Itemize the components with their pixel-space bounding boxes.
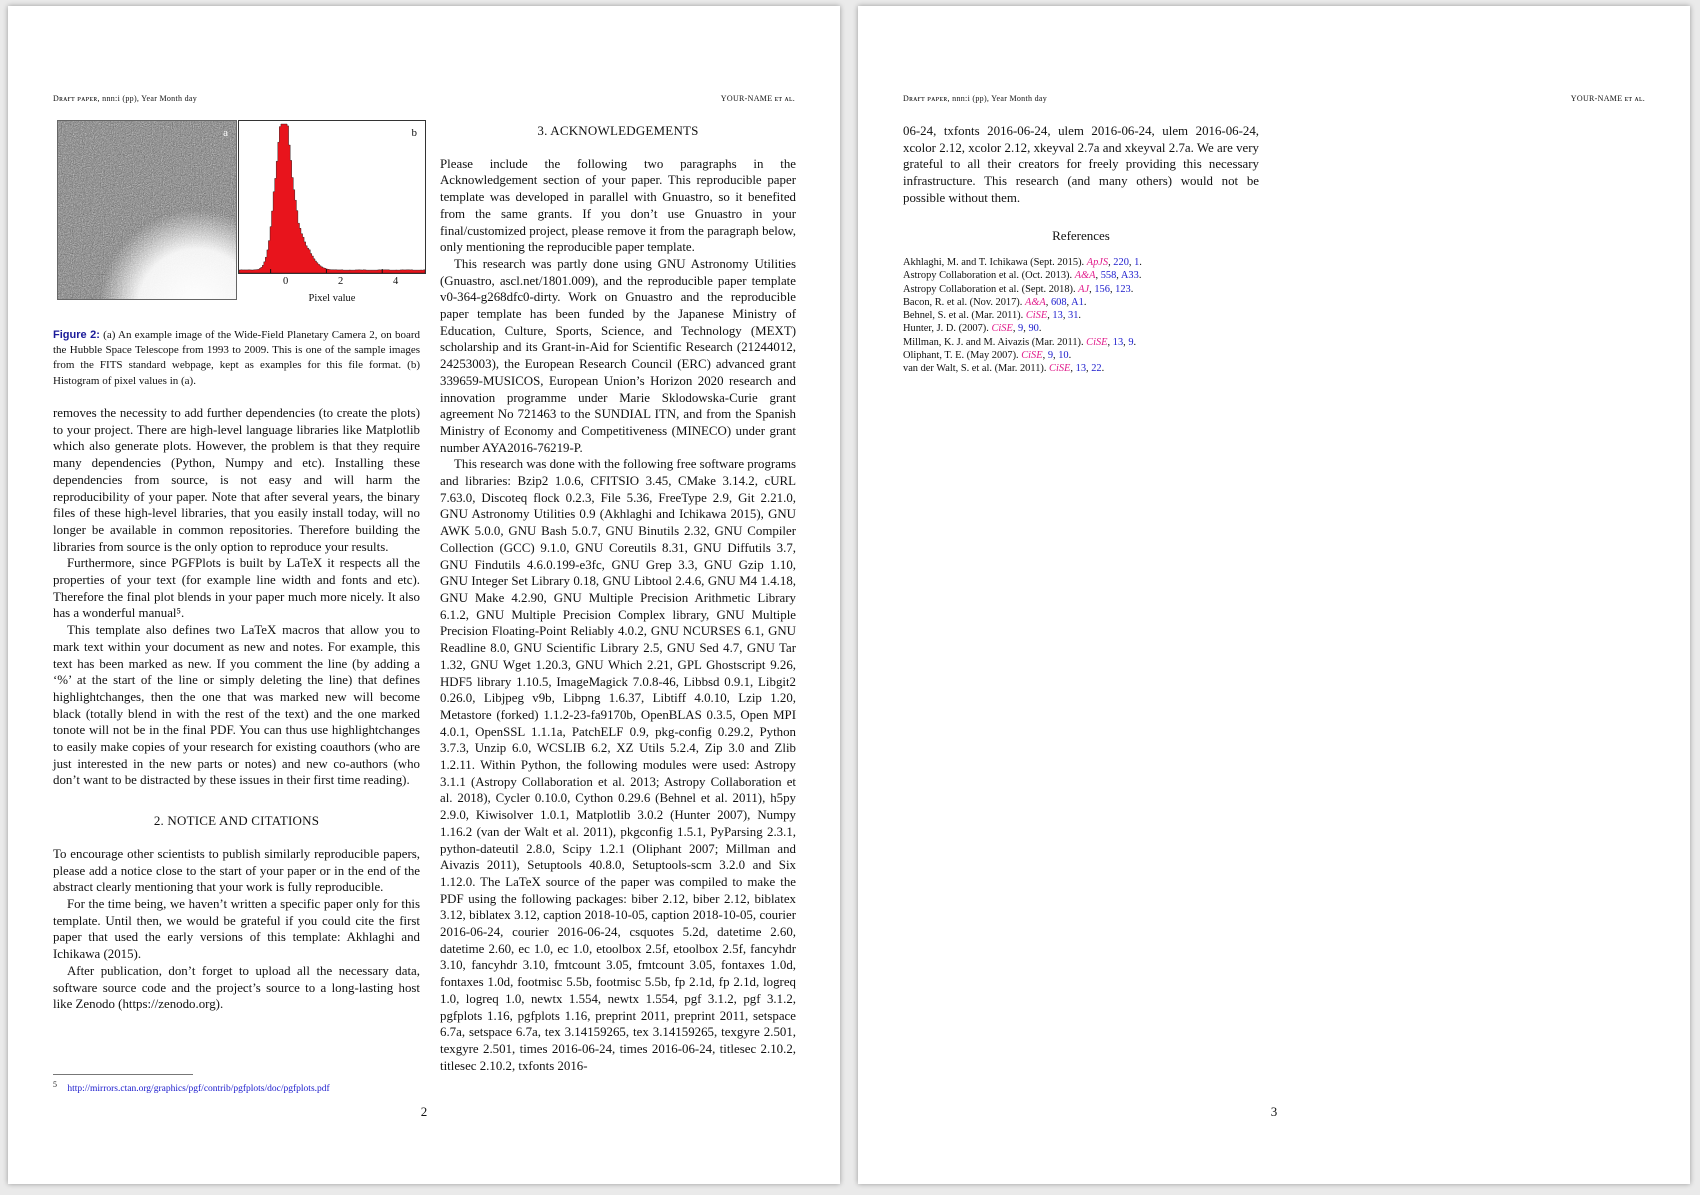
continued-text: 06-24, txfonts 2016-06-24, ulem 2016-06-24, ulem 2016-06-24, xcolor 2.12, xcolor 2.12, xkeyval 2.7a and xkeyval 2.7a. We are very grateful to all their creators for freely providing this necessary infrastructure. This research (and many others) would not be possible without them. (903, 124, 1259, 205)
histogram-plot (239, 121, 425, 273)
reference-journal[interactable]: CiSE (1049, 363, 1071, 375)
continued-column (903, 123, 1259, 207)
reference-page[interactable]: 90 (1028, 323, 1039, 335)
page-3 (858, 6, 1690, 1184)
reference-journal[interactable]: A&A (1024, 296, 1046, 308)
reference-journal[interactable]: AJ (1078, 283, 1090, 295)
reference-volume[interactable]: 558 (1100, 270, 1117, 282)
reference-page[interactable]: 9 (1128, 336, 1134, 348)
wfpc2-image (58, 121, 236, 299)
reference-item: Bacon, R. et al. (Nov. 2017). A&A, 608, A1. (903, 296, 1087, 308)
histogram-bars (239, 124, 425, 273)
reference-page[interactable]: 22 (1091, 363, 1102, 375)
tick-2: 2 (338, 276, 344, 287)
reference-page[interactable]: 123 (1115, 283, 1131, 295)
reference-item: Astropy Collaboration et al. (Sept. 2018). AJ, 156, 123. (903, 283, 1134, 295)
section-2-paragraph: For the time being, we haven’t written a specific paper only for this template. Until then, we would be grateful if you could cite the first paper that used the early versions of this template: Akhlaghi and Ichikawa (2015). (53, 896, 420, 962)
caption-label: Figure 2: (53, 329, 100, 341)
reference-volume[interactable]: 13 (1112, 336, 1124, 348)
reference-page[interactable]: 31 (1068, 310, 1079, 322)
footnote (53, 1080, 330, 1094)
reference-item: Millman, K. J. and M. Aivazis (Mar. 2011). CiSE, 13, 9. (903, 336, 1137, 348)
reference-authors: Hunter, J. D. (2007). (903, 323, 992, 335)
reference-journal[interactable]: CiSE (1025, 310, 1048, 322)
reference-item: Astropy Collaboration et al. (Oct. 2013). A&A, 558, A33. (903, 270, 1142, 282)
section-2-paragraph: To encourage other scientists to publish similarly reproducible papers, please add a notice close to the start of your paper or in the end of the abstract clearly mentioning that your work is fully reproducible. (53, 846, 420, 895)
running-head-right: YOUR-NAME ᴇᴛ ᴀʟ. (720, 94, 795, 103)
panel-a-label: a (223, 127, 228, 139)
page-number: 3 (1270, 1104, 1278, 1119)
footnote-rule (53, 1074, 193, 1075)
ack-paragraph: This research was partly done using GNU Astronomy Utilities (Gnuastro, ascl.net/1801.009), and the reproducible paper template v0-364-g268dfc0-dirty. Work on Gnuastro and the reproducible paper template has been funded by the Japanese Ministry of Education, Culture, Sports, Science, and Technology (MEXT) scholarship and its Grant-in-Aid for Scientific Research (21244012, 24253003), the European Research Council (ERC) advanced grant 339659-MUSICOS, European Union’s Horizon 2020 research and innovation programme under Marie Sklodowska-Curie grant agreement No 721463 to the SUNDIAL ITN, and from the Spanish Ministry of Economy and Competitiveness (MINECO) under grant number AYA2016-76219-P. (440, 256, 796, 455)
reference-page[interactable]: A1 (1071, 296, 1084, 308)
reference-journal[interactable]: ApJS (1086, 257, 1109, 268)
hist-x-ticks (238, 276, 426, 290)
reference-authors: Oliphant, T. E. (May 2007). (903, 350, 1022, 362)
reference-item: Oliphant, T. E. (May 2007). CiSE, 9, 10. (903, 350, 1072, 362)
reference-authors: Astropy Collaboration et al. (Sept. 2018). (903, 283, 1079, 295)
reference-item: Behnel, S. et al. (Mar. 2011). CiSE, 13, 31. (903, 310, 1082, 322)
reference-page[interactable]: A33 (1120, 270, 1139, 282)
reference-journal[interactable]: A&A (1074, 270, 1096, 282)
reference-volume[interactable]: 9 (1047, 350, 1054, 362)
running-head-left: Dʀᴀғᴛ ᴘᴀᴘᴇʀ, nnn:i (pp), Year Month day (903, 94, 1048, 103)
section-3-title: 3. ACKNOWLEDGEMENTS (537, 123, 699, 138)
running-head-right: YOUR-NAME ᴇᴛ ᴀʟ. (1570, 94, 1645, 103)
reference-authors: van der Walt, S. et al. (Mar. 2011). (903, 363, 1050, 375)
caption-text: (a) An example image of the Wide-Field Planetary Camera 2, on board the Hubble Space Telescope from 1993 to 2009. This is one of the sample images from the FITS standard webpage, kept as examples for this file format. (b) Histogram of pixel values in (a). (53, 329, 421, 387)
reference-authors: Bacon, R. et al. (Nov. 2017). (903, 296, 1025, 308)
reference-journal[interactable]: CiSE (991, 323, 1013, 335)
right-column (440, 123, 796, 1074)
panel-b-label: b (411, 127, 417, 139)
references-title: References (1052, 228, 1110, 243)
tick-0: 0 (283, 276, 289, 287)
footnote-number: 5 (53, 1080, 57, 1089)
reference-authors: Millman, K. J. and M. Aivazis (Mar. 2011). (903, 336, 1087, 348)
footnote-link[interactable]: http://mirrors.ctan.org/graphics/pgf/contrib/pgfplots/doc/pgfplots.pdf (67, 1084, 330, 1095)
figure-2a-image (57, 120, 237, 300)
section-2-paragraph: After publication, don’t forget to upload all the necessary data, software source code and the project’s source to a long-lasting host like Zenodo (https://zenodo.org). (53, 963, 420, 1012)
reference-item: Akhlaghi, M. and T. Ichikawa (Sept. 2015). ApJS, 220, 1. (903, 257, 1142, 268)
figure-2b-histogram (238, 120, 426, 274)
ack-paragraph: This research was done with the following free software programs and libraries: Bzip2 1.0.6, CFITSIO 3.45, CMake 3.14.2, cURL 7.63.0, Discoteq flock 0.2.3, File 5.36, FreeType 2.9, Git 2.21.0, GNU Astronomy Utilities 0.9 (Akhlaghi and Ichikawa 2015), GNU AWK 5.0.0, GNU Bash 5.0.7, GNU Binutils 2.32, GNU Compiler Collection (GCC) 9.1.0, GNU Coreutils 8.31, GNU Diffutils 3.7, GNU Findutils 4.6.0.199-e3fc, GNU Grep 3.3, GNU Gzip 1.10, GNU Integer Set Library 0.18, GNU Libtool 2.4.6, GNU M4 1.4.18, GNU Make 4.2.90, GNU Multiple Precision Arithmetic Library 6.1.2, GNU Multiple Precision Complex library, GNU Multiple Precision Floating-Point Reliably 4.0.2, GNU NCURSES 6.1, GNU Readline 8.0, GNU Scientific Library 2.5, GNU Sed 4.7, GNU Tar 1.32, GNU Wget 1.20.3, GNU Which 2.21, GPL Ghostscript 9.26, HDF5 library 1.10.5, ImageMagick 7.0.8-46, Libbsd 0.9.1, Libgit2 0.26.0, Libjpeg v9b, Libpng 1.6.37, Libtiff 4.0.10, Lzip 1.20, Metastore (forked) 1.1.2-23-fa9170b, OpenBLAS 0.3.5, Open MPI 4.0.1, OpenSSL 1.1.1a, PatchELF 0.9, pkg-config 0.29.2, Python 3.7.3, Unzip 6.0, WCSLIB 6.2, XZ Utils 5.2.4, Zip 3.0 and Zlib 1.2.11. Within Python, the following modules were used: Astropy 3.1.1 (Astropy Collaboration et al. 2013; Astropy Collaboration et al. 2018), Cycler 0.10.0, Cython 0.29.6 (Behnel et al. 2011), h5py 2.9.0, Kiwisolver 1.0.1, Matplotlib 3.0.2 (Hunter 2007), Numpy 1.16.2 (van der Walt et al. 2011), pkgconfig 1.5.1, PyParsing 2.3.1, python-dateutil 2.8.0, Scipy 1.2.1 (Oliphant 2007; Millman and Aivazis 2011), Setuptools 40.8.0, Setuptools-scm 3.2.0 and Six 1.12.0. The LaTeX source of the paper was compiled to make the PDF using the following packages: biber 2.12, biber 2.12, biblatex 3.12, biblatex 3.12, caption 2018-10-05, caption 2018-10-05, courier 2016-06-24, courier 2016-06-24, csquotes 5.2d, datetime 2.60, datetime 2.60, ec 1.0, ec 1.0, etoolbox 2.5f, etoolbox 2.5f, fancyhdr 3.10, fancyhdr 3.10, fmtcount 3.05, fmtcount 3.05, fontaxes 1.0d, fontaxes 1.0d, footmisc 5.5b, footmisc 5.5b, fp 2.1d, fp 2.1d, logreq 1.0, logreq 1.0, newtx 1.554, newtx 1.554, pgf 3.1.2, pgf 3.1.2, pgfplots 1.16, pgfplots 1.16, preprint 2011, preprint 2011, setspace 6.7a, setspace 6.7a, tex 3.14159265, tex 3.14159265, texgyre 2.501, texgyre 2.501, times 2016-06-24, times 2016-06-24, titlesec 2.10.2, titlesec 2.10.2, txfonts 2016- (440, 457, 796, 1073)
reference-volume[interactable]: 13 (1075, 363, 1087, 375)
reference-volume[interactable]: 608 (1050, 296, 1067, 308)
reference-page[interactable]: 1 (1134, 257, 1140, 268)
ack-paragraph: Please include the following two paragraphs in the Acknowledgement section of your paper. This reproducible paper template was developed in parallel with Gnuastro, so it benefited from the same grants. If you don’t use Gnuastro in your final/customized project, please remove it from the paragraph below, only mentioning the reproducible paper template. (440, 156, 796, 255)
reference-item: van der Walt, S. et al. (Mar. 2011). CiSE, 13, 22. (903, 363, 1105, 375)
section-2-title: 2. NOTICE AND CITATIONS (153, 813, 320, 829)
left-paragraph: removes the necessity to add further dependencies (to create the plots) to your project. There are high-level language libraries like Matplotlib which also generate plots. However, the problem is that they require many dependencies (Python, Numpy and etc). Installing these dependencies from source, is not easy and will harm the reproducibility of your paper. Note that after several years, the binary files of these high-level libraries, that you easily install today, will no longer be available in common repositories. Therefore building the libraries from source is the only option to reproduce your results. (53, 406, 420, 554)
references-list (903, 256, 1142, 376)
page-2 (8, 6, 840, 1184)
reference-volume[interactable]: 13 (1052, 310, 1063, 322)
hist-x-label: Pixel value (308, 293, 356, 304)
reference-authors: Astropy Collaboration et al. (Oct. 2013). (903, 270, 1075, 282)
left-paragraph: This template also defines two LaTeX macros that allow you to mark text within your document as new and notes. For example, this text has been marked as new. If you comment the line (by adding a ‘%’ at the start of the line or simply deleting the line) that defines highlightchanges, then the one that was marked new will become black (totally blend in with the rest of the text) and the one marked tonote will not be in the final PDF. You can thus use highlightchanges to easily make copies of your research for existing coauthors (who are just interested in the new parts or notes) and new co-authors (who don’t want to be distracted by these issues in their first time reading). (53, 623, 420, 788)
reference-volume[interactable]: 220 (1113, 257, 1129, 268)
tick-4: 4 (393, 276, 399, 287)
reference-journal[interactable]: CiSE (1086, 336, 1108, 348)
reference-page[interactable]: 10 (1058, 350, 1069, 362)
reference-authors: Behnel, S. et al. (Mar. 2011). (903, 310, 1026, 322)
left-paragraph: Furthermore, since PGFPlots is built by LaTeX it respects all the properties of your text (for example line width and fonts and etc). Therefore the final plot blends in your paper much more nicely. It also has a wonderful manual⁵. (53, 556, 420, 621)
figure-caption (53, 328, 420, 389)
left-column (53, 405, 420, 1013)
reference-journal[interactable]: CiSE (1021, 350, 1043, 362)
page-number: 2 (420, 1104, 428, 1119)
reference-authors: Akhlaghi, M. and T. Ichikawa (Sept. 2015). (903, 257, 1087, 268)
reference-volume[interactable]: 156 (1094, 283, 1110, 295)
reference-volume[interactable]: 9 (1018, 323, 1024, 335)
running-head-left: Dʀᴀғᴛ ᴘᴀᴘᴇʀ, nnn:i (pp), Year Month day (53, 94, 198, 103)
reference-item: Hunter, J. D. (2007). CiSE, 9, 90. (903, 323, 1042, 335)
